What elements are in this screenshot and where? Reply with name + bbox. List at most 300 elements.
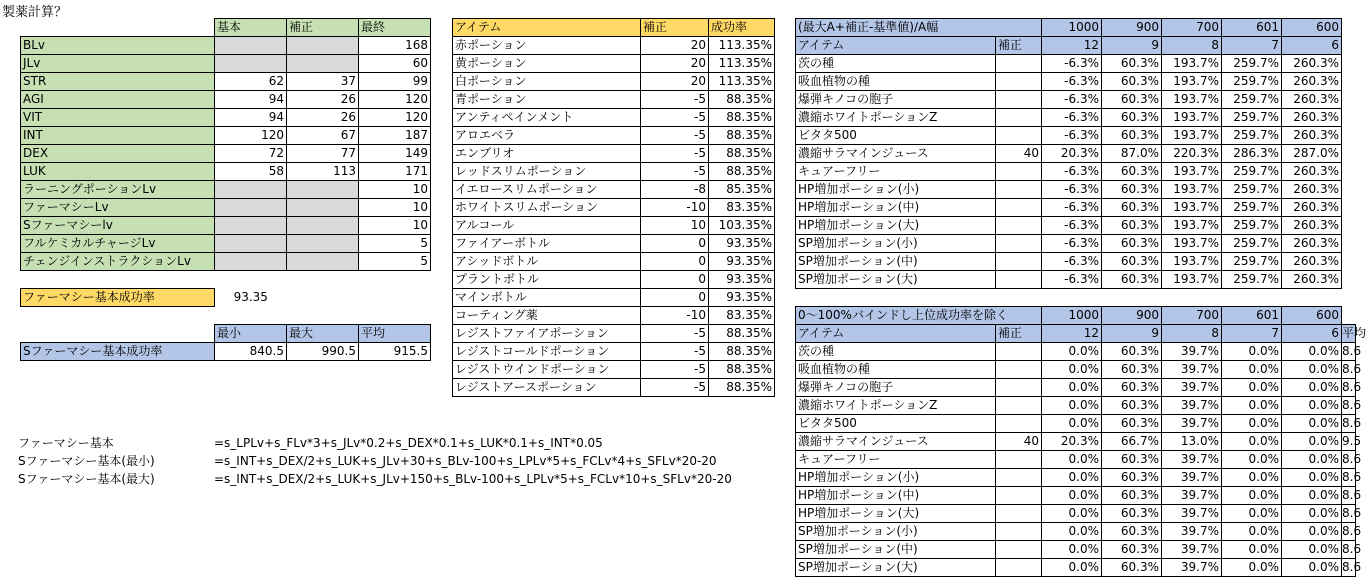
bound-value[interactable]: 0.0% — [1282, 487, 1342, 505]
ratio-value[interactable]: 193.7% — [1162, 199, 1222, 217]
item-bonus[interactable]: 0 — [641, 235, 709, 253]
bound-value[interactable]: 39.7% — [1162, 469, 1222, 487]
bound-value[interactable]: 0.0% — [1222, 397, 1282, 415]
bound-value[interactable]: 0.0% — [1222, 361, 1282, 379]
ratio-value[interactable]: 287.0% — [1282, 145, 1342, 163]
bound-value[interactable]: 0.0% — [1042, 559, 1102, 577]
formula-expression[interactable]: =s_INT+s_DEX/2+s_LUK+s_JLv+30+s_BLv-100+s_LPLv*5+s_FCLv*4+s_SFLv*20-20 — [214, 454, 717, 468]
ratio-value[interactable]: 259.7% — [1222, 235, 1282, 253]
ratio-value[interactable]: -6.3% — [1042, 163, 1102, 181]
ratio-item-name[interactable]: 濃縮サラマインジュース — [796, 145, 996, 163]
bound-item-name[interactable]: SP増加ポーション(小) — [796, 523, 996, 541]
item-rate[interactable]: 88.35% — [709, 379, 775, 397]
ratio-value[interactable]: 193.7% — [1162, 91, 1222, 109]
ratio-item-name[interactable]: SP増加ポーション(中) — [796, 253, 996, 271]
stat-bonus[interactable] — [287, 181, 359, 199]
bound-value[interactable]: 66.7% — [1102, 433, 1162, 451]
stat-final[interactable]: 5 — [359, 253, 431, 271]
bound-average[interactable]: 8.6 — [1342, 343, 1356, 361]
item-bonus[interactable]: -5 — [641, 379, 709, 397]
item-rate[interactable]: 93.35% — [709, 253, 775, 271]
ratio-value[interactable]: 20.3% — [1042, 145, 1102, 163]
bound-item-name[interactable]: HP増加ポーション(小) — [796, 469, 996, 487]
item-bonus[interactable]: -5 — [641, 145, 709, 163]
stat-base[interactable] — [215, 181, 287, 199]
bound-value[interactable]: 0.0% — [1042, 487, 1102, 505]
bound-value[interactable]: 39.7% — [1162, 505, 1222, 523]
stat-final[interactable]: 10 — [359, 217, 431, 235]
item-name[interactable]: イエロースリムポーション — [453, 181, 641, 199]
bound-value[interactable]: 60.3% — [1102, 559, 1162, 577]
item-bonus[interactable]: -5 — [641, 361, 709, 379]
bound-average[interactable]: 8.6 — [1342, 361, 1356, 379]
bound-value[interactable]: 0.0% — [1222, 541, 1282, 559]
item-name[interactable]: レジストアースポーション — [453, 379, 641, 397]
ratio-item-name[interactable]: 吸血植物の種 — [796, 73, 996, 91]
stat-bonus[interactable] — [287, 235, 359, 253]
bound-value[interactable]: 0.0% — [1282, 469, 1342, 487]
bound-item-name[interactable]: 吸血植物の種 — [796, 361, 996, 379]
stat-final[interactable]: 149 — [359, 145, 431, 163]
ratio-item-bonus[interactable] — [996, 217, 1042, 235]
stat-bonus[interactable]: 113 — [287, 163, 359, 181]
item-bonus[interactable]: -5 — [641, 343, 709, 361]
ratio-value[interactable]: 260.3% — [1282, 199, 1342, 217]
bound-value[interactable]: 0.0% — [1282, 433, 1342, 451]
item-rate[interactable]: 103.35% — [709, 217, 775, 235]
item-rate[interactable]: 93.35% — [709, 235, 775, 253]
item-bonus[interactable]: -5 — [641, 127, 709, 145]
stat-final[interactable]: 5 — [359, 235, 431, 253]
ratio-value[interactable]: 193.7% — [1162, 235, 1222, 253]
ratio-value[interactable]: 193.7% — [1162, 55, 1222, 73]
bound-item-bonus[interactable] — [996, 469, 1042, 487]
ratio-item-bonus[interactable] — [996, 55, 1042, 73]
ratio-value[interactable]: 260.3% — [1282, 127, 1342, 145]
bound-value[interactable]: 60.3% — [1102, 487, 1162, 505]
item-bonus[interactable]: -10 — [641, 199, 709, 217]
bound-value[interactable]: 39.7% — [1162, 343, 1222, 361]
ratio-value[interactable]: 193.7% — [1162, 127, 1222, 145]
ratio-item-bonus[interactable] — [996, 109, 1042, 127]
ratio-value[interactable]: 259.7% — [1222, 217, 1282, 235]
bound-value[interactable]: 0.0% — [1282, 379, 1342, 397]
bound-value[interactable]: 0.0% — [1282, 523, 1342, 541]
stat-base[interactable]: 120 — [215, 127, 287, 145]
ratio-value[interactable]: 260.3% — [1282, 55, 1342, 73]
ratio-item-name[interactable]: HP増加ポーション(中) — [796, 199, 996, 217]
item-name[interactable]: ホワイトスリムポーション — [453, 199, 641, 217]
item-rate[interactable]: 88.35% — [709, 91, 775, 109]
ratio-value[interactable]: -6.3% — [1042, 235, 1102, 253]
bound-average[interactable]: 8.6 — [1342, 451, 1356, 469]
item-name[interactable]: 赤ポーション — [453, 37, 641, 55]
ratio-value[interactable]: 260.3% — [1282, 163, 1342, 181]
bound-average[interactable]: 8.6 — [1342, 505, 1356, 523]
stat-bonus[interactable] — [287, 37, 359, 55]
item-rate[interactable]: 113.35% — [709, 55, 775, 73]
ratio-value[interactable]: 60.3% — [1102, 127, 1162, 145]
item-bonus[interactable]: -8 — [641, 181, 709, 199]
stat-final[interactable]: 168 — [359, 37, 431, 55]
item-rate[interactable]: 88.35% — [709, 145, 775, 163]
item-name[interactable]: アンティペインメント — [453, 109, 641, 127]
pharmacy-base-value[interactable]: 93.35 — [233, 290, 268, 304]
ratio-item-name[interactable]: 爆弾キノコの胞子 — [796, 91, 996, 109]
stat-bonus[interactable] — [287, 253, 359, 271]
bound-value[interactable]: 0.0% — [1042, 361, 1102, 379]
item-bonus[interactable]: 20 — [641, 37, 709, 55]
ratio-value[interactable]: 60.3% — [1102, 271, 1162, 289]
item-name[interactable]: コーティング薬 — [453, 307, 641, 325]
bound-value[interactable]: 0.0% — [1282, 415, 1342, 433]
bound-value[interactable]: 0.0% — [1282, 397, 1342, 415]
ratio-value[interactable]: 260.3% — [1282, 217, 1342, 235]
ratio-item-bonus[interactable] — [996, 127, 1042, 145]
ratio-value[interactable]: -6.3% — [1042, 127, 1102, 145]
bound-value[interactable]: 39.7% — [1162, 451, 1222, 469]
item-rate[interactable]: 85.35% — [709, 181, 775, 199]
ratio-value[interactable]: 259.7% — [1222, 73, 1282, 91]
ratio-value[interactable]: -6.3% — [1042, 91, 1102, 109]
bound-value[interactable]: 39.7% — [1162, 559, 1222, 577]
ratio-item-name[interactable]: HP増加ポーション(小) — [796, 181, 996, 199]
ratio-value[interactable]: 259.7% — [1222, 181, 1282, 199]
bound-average[interactable]: 8.6 — [1342, 523, 1356, 541]
stat-bonus[interactable] — [287, 55, 359, 73]
item-bonus[interactable]: -5 — [641, 163, 709, 181]
spharmacy-avg[interactable]: 915.5 — [359, 343, 431, 361]
stat-bonus[interactable] — [287, 217, 359, 235]
bound-value[interactable]: 0.0% — [1222, 415, 1282, 433]
ratio-value[interactable]: -6.3% — [1042, 181, 1102, 199]
stat-final[interactable]: 187 — [359, 127, 431, 145]
ratio-value[interactable]: 259.7% — [1222, 55, 1282, 73]
bound-value[interactable]: 39.7% — [1162, 415, 1222, 433]
bound-item-bonus[interactable] — [996, 541, 1042, 559]
bound-value[interactable]: 60.3% — [1102, 505, 1162, 523]
ratio-value[interactable]: 259.7% — [1222, 163, 1282, 181]
item-rate[interactable]: 113.35% — [709, 37, 775, 55]
bound-item-name[interactable]: HP増加ポーション(中) — [796, 487, 996, 505]
ratio-value[interactable]: 259.7% — [1222, 271, 1282, 289]
stat-final[interactable]: 120 — [359, 91, 431, 109]
bound-item-name[interactable]: SP増加ポーション(大) — [796, 559, 996, 577]
bound-item-name[interactable]: 爆弾キノコの胞子 — [796, 379, 996, 397]
ratio-item-name[interactable]: 濃縮ホワイトポーションZ — [796, 109, 996, 127]
ratio-value[interactable]: -6.3% — [1042, 271, 1102, 289]
ratio-value[interactable]: 193.7% — [1162, 181, 1222, 199]
item-bonus[interactable]: 20 — [641, 73, 709, 91]
item-bonus[interactable]: -5 — [641, 109, 709, 127]
bound-value[interactable]: 60.3% — [1102, 397, 1162, 415]
ratio-value[interactable]: 193.7% — [1162, 253, 1222, 271]
ratio-value[interactable]: 260.3% — [1282, 253, 1342, 271]
stat-final[interactable]: 10 — [359, 181, 431, 199]
bound-value[interactable]: 60.3% — [1102, 361, 1162, 379]
stat-bonus[interactable]: 26 — [287, 109, 359, 127]
item-name[interactable]: アルコール — [453, 217, 641, 235]
stat-final[interactable]: 99 — [359, 73, 431, 91]
bound-item-bonus[interactable] — [996, 379, 1042, 397]
stat-base[interactable]: 58 — [215, 163, 287, 181]
stat-base[interactable] — [215, 37, 287, 55]
ratio-value[interactable]: 60.3% — [1102, 163, 1162, 181]
ratio-value[interactable]: 193.7% — [1162, 217, 1222, 235]
bound-value[interactable]: 0.0% — [1042, 397, 1102, 415]
ratio-value[interactable]: 259.7% — [1222, 253, 1282, 271]
bound-value[interactable]: 60.3% — [1102, 415, 1162, 433]
bound-average[interactable]: 8.6 — [1342, 487, 1356, 505]
ratio-value[interactable]: 60.3% — [1102, 109, 1162, 127]
bound-value[interactable]: 0.0% — [1042, 415, 1102, 433]
ratio-value[interactable]: -6.3% — [1042, 109, 1102, 127]
item-name[interactable]: レジストウインドポーション — [453, 361, 641, 379]
item-bonus[interactable]: 10 — [641, 217, 709, 235]
bound-average[interactable]: 8.6 — [1342, 541, 1356, 559]
stat-final[interactable]: 120 — [359, 109, 431, 127]
bound-item-name[interactable]: ビタタ500 — [796, 415, 996, 433]
bound-value[interactable]: 39.7% — [1162, 487, 1222, 505]
bound-value[interactable]: 60.3% — [1102, 523, 1162, 541]
item-rate[interactable]: 88.35% — [709, 325, 775, 343]
item-bonus[interactable]: 20 — [641, 55, 709, 73]
bound-value[interactable]: 60.3% — [1102, 451, 1162, 469]
bound-value[interactable]: 0.0% — [1222, 559, 1282, 577]
bound-value[interactable]: 0.0% — [1042, 541, 1102, 559]
stat-base[interactable] — [215, 55, 287, 73]
ratio-value[interactable]: 259.7% — [1222, 109, 1282, 127]
item-name[interactable]: プラントボトル — [453, 271, 641, 289]
ratio-value[interactable]: 260.3% — [1282, 109, 1342, 127]
item-bonus[interactable]: 0 — [641, 289, 709, 307]
ratio-value[interactable]: 60.3% — [1102, 235, 1162, 253]
ratio-item-name[interactable]: ビタタ500 — [796, 127, 996, 145]
ratio-item-bonus[interactable] — [996, 235, 1042, 253]
stat-bonus[interactable]: 77 — [287, 145, 359, 163]
ratio-value[interactable]: 193.7% — [1162, 271, 1222, 289]
bound-value[interactable]: 0.0% — [1222, 505, 1282, 523]
ratio-item-bonus[interactable]: 40 — [996, 145, 1042, 163]
ratio-value[interactable]: 260.3% — [1282, 73, 1342, 91]
item-bonus[interactable]: -10 — [641, 307, 709, 325]
ratio-item-bonus[interactable] — [996, 181, 1042, 199]
ratio-value[interactable]: 260.3% — [1282, 91, 1342, 109]
ratio-value[interactable]: 60.3% — [1102, 181, 1162, 199]
bound-item-bonus[interactable] — [996, 361, 1042, 379]
bound-average[interactable]: 8.6 — [1342, 397, 1356, 415]
item-name[interactable]: レジストファイアポーション — [453, 325, 641, 343]
ratio-value[interactable]: -6.3% — [1042, 199, 1102, 217]
ratio-value[interactable]: -6.3% — [1042, 73, 1102, 91]
bound-value[interactable]: 39.7% — [1162, 379, 1222, 397]
ratio-item-name[interactable]: HP増加ポーション(大) — [796, 217, 996, 235]
ratio-value[interactable]: -6.3% — [1042, 55, 1102, 73]
bound-value[interactable]: 60.3% — [1102, 469, 1162, 487]
bound-value[interactable]: 39.7% — [1162, 541, 1222, 559]
bound-value[interactable]: 0.0% — [1222, 433, 1282, 451]
ratio-value[interactable]: 260.3% — [1282, 235, 1342, 253]
bound-value[interactable]: 0.0% — [1222, 487, 1282, 505]
item-bonus[interactable]: 0 — [641, 253, 709, 271]
bound-value[interactable]: 60.3% — [1102, 343, 1162, 361]
bound-item-bonus[interactable] — [996, 523, 1042, 541]
ratio-item-name[interactable]: SP増加ポーション(大) — [796, 271, 996, 289]
bound-value[interactable]: 0.0% — [1282, 559, 1342, 577]
ratio-value[interactable]: 193.7% — [1162, 109, 1222, 127]
bound-value[interactable]: 0.0% — [1042, 343, 1102, 361]
bound-item-bonus[interactable] — [996, 505, 1042, 523]
bound-value[interactable]: 0.0% — [1282, 343, 1342, 361]
item-rate[interactable]: 88.35% — [709, 343, 775, 361]
ratio-value[interactable]: 60.3% — [1102, 73, 1162, 91]
item-name[interactable]: レジストコールドポーション — [453, 343, 641, 361]
item-rate[interactable]: 93.35% — [709, 271, 775, 289]
bound-item-bonus[interactable] — [996, 559, 1042, 577]
bound-value[interactable]: 0.0% — [1222, 523, 1282, 541]
item-name[interactable]: 青ポーション — [453, 91, 641, 109]
bound-value[interactable]: 0.0% — [1042, 523, 1102, 541]
bound-item-bonus[interactable] — [996, 415, 1042, 433]
ratio-value[interactable]: 193.7% — [1162, 73, 1222, 91]
item-rate[interactable]: 88.35% — [709, 127, 775, 145]
ratio-value[interactable]: -6.3% — [1042, 253, 1102, 271]
formula-expression[interactable]: =s_INT+s_DEX/2+s_LUK+s_JLv+150+s_BLv-100+s_LPLv*5+s_FCLv*10+s_SFLv*20-20 — [214, 472, 732, 486]
bound-value[interactable]: 0.0% — [1222, 469, 1282, 487]
stat-bonus[interactable] — [287, 199, 359, 217]
ratio-item-name[interactable]: SP増加ポーション(小) — [796, 235, 996, 253]
ratio-value[interactable]: 259.7% — [1222, 91, 1282, 109]
ratio-item-bonus[interactable] — [996, 163, 1042, 181]
ratio-item-name[interactable]: 茨の種 — [796, 55, 996, 73]
ratio-value[interactable]: 259.7% — [1222, 199, 1282, 217]
bound-item-bonus[interactable] — [996, 451, 1042, 469]
item-name[interactable]: 黄ポーション — [453, 55, 641, 73]
bound-value[interactable]: 0.0% — [1042, 451, 1102, 469]
ratio-value[interactable]: 260.3% — [1282, 271, 1342, 289]
bound-value[interactable]: 20.3% — [1042, 433, 1102, 451]
bound-average[interactable]: 9.5 — [1342, 433, 1356, 451]
item-rate[interactable]: 83.35% — [709, 307, 775, 325]
ratio-value[interactable]: 60.3% — [1102, 217, 1162, 235]
bound-value[interactable]: 0.0% — [1282, 361, 1342, 379]
bound-item-name[interactable]: SP増加ポーション(中) — [796, 541, 996, 559]
ratio-item-bonus[interactable] — [996, 199, 1042, 217]
bound-value[interactable]: 60.3% — [1102, 379, 1162, 397]
ratio-item-name[interactable]: キュアーフリー — [796, 163, 996, 181]
item-rate[interactable]: 88.35% — [709, 109, 775, 127]
stat-final[interactable]: 171 — [359, 163, 431, 181]
stat-final[interactable]: 10 — [359, 199, 431, 217]
ratio-item-bonus[interactable] — [996, 271, 1042, 289]
bound-value[interactable]: 0.0% — [1042, 505, 1102, 523]
ratio-item-bonus[interactable] — [996, 253, 1042, 271]
ratio-value[interactable]: 259.7% — [1222, 127, 1282, 145]
bound-value[interactable]: 0.0% — [1282, 541, 1342, 559]
bound-item-bonus[interactable] — [996, 397, 1042, 415]
ratio-value[interactable]: 286.3% — [1222, 145, 1282, 163]
bound-value[interactable]: 0.0% — [1282, 505, 1342, 523]
stat-bonus[interactable]: 37 — [287, 73, 359, 91]
ratio-item-bonus[interactable] — [996, 91, 1042, 109]
bound-item-name[interactable]: 茨の種 — [796, 343, 996, 361]
item-rate[interactable]: 88.35% — [709, 163, 775, 181]
bound-value[interactable]: 13.0% — [1162, 433, 1222, 451]
bound-item-bonus[interactable] — [996, 487, 1042, 505]
item-name[interactable]: レッドスリムポーション — [453, 163, 641, 181]
bound-value[interactable]: 0.0% — [1042, 379, 1102, 397]
stat-final[interactable]: 60 — [359, 55, 431, 73]
stat-base[interactable] — [215, 199, 287, 217]
formula-expression[interactable]: =s_LPLv+s_FLv*3+s_JLv*0.2+s_DEX*0.1+s_LUK*0.1+s_INT*0.05 — [214, 436, 603, 450]
bound-value[interactable]: 39.7% — [1162, 361, 1222, 379]
bound-value[interactable]: 0.0% — [1222, 343, 1282, 361]
ratio-value[interactable]: 193.7% — [1162, 163, 1222, 181]
item-rate[interactable]: 113.35% — [709, 73, 775, 91]
bound-item-bonus[interactable]: 40 — [996, 433, 1042, 451]
bound-value[interactable]: 0.0% — [1222, 379, 1282, 397]
bound-item-name[interactable]: キュアーフリー — [796, 451, 996, 469]
stat-bonus[interactable]: 67 — [287, 127, 359, 145]
ratio-value[interactable]: 87.0% — [1102, 145, 1162, 163]
item-bonus[interactable]: -5 — [641, 91, 709, 109]
stat-bonus[interactable]: 26 — [287, 91, 359, 109]
item-rate[interactable]: 93.35% — [709, 289, 775, 307]
item-name[interactable]: エンブリオ — [453, 145, 641, 163]
bound-average[interactable]: 8.6 — [1342, 559, 1356, 577]
item-name[interactable]: ファイアーボトル — [453, 235, 641, 253]
item-bonus[interactable]: -5 — [641, 325, 709, 343]
ratio-value[interactable]: 60.3% — [1102, 91, 1162, 109]
ratio-value[interactable]: 60.3% — [1102, 55, 1162, 73]
ratio-value[interactable]: -6.3% — [1042, 217, 1102, 235]
stat-base[interactable] — [215, 235, 287, 253]
bound-value[interactable]: 0.0% — [1282, 451, 1342, 469]
bound-average[interactable]: 8.6 — [1342, 469, 1356, 487]
ratio-value[interactable]: 60.3% — [1102, 199, 1162, 217]
item-bonus[interactable]: 0 — [641, 271, 709, 289]
stat-base[interactable]: 72 — [215, 145, 287, 163]
stat-base[interactable]: 62 — [215, 73, 287, 91]
item-name[interactable]: アシッドボトル — [453, 253, 641, 271]
bound-value[interactable]: 39.7% — [1162, 397, 1222, 415]
ratio-value[interactable]: 60.3% — [1102, 253, 1162, 271]
bound-value[interactable]: 60.3% — [1102, 541, 1162, 559]
bound-average[interactable]: 8.6 — [1342, 379, 1356, 397]
bound-item-name[interactable]: HP増加ポーション(大) — [796, 505, 996, 523]
ratio-value[interactable]: 220.3% — [1162, 145, 1222, 163]
item-rate[interactable]: 83.35% — [709, 199, 775, 217]
stat-base[interactable]: 94 — [215, 109, 287, 127]
bound-value[interactable]: 0.0% — [1222, 451, 1282, 469]
bound-value[interactable]: 39.7% — [1162, 523, 1222, 541]
bound-item-name[interactable]: 濃縮ホワイトポーションZ — [796, 397, 996, 415]
item-name[interactable]: アロエベラ — [453, 127, 641, 145]
item-rate[interactable]: 88.35% — [709, 361, 775, 379]
ratio-item-bonus[interactable] — [996, 73, 1042, 91]
bound-average[interactable]: 8.6 — [1342, 415, 1356, 433]
ratio-value[interactable]: 260.3% — [1282, 181, 1342, 199]
bound-value[interactable]: 0.0% — [1042, 469, 1102, 487]
item-name[interactable]: マインボトル — [453, 289, 641, 307]
stat-base[interactable] — [215, 253, 287, 271]
bound-item-name[interactable]: 濃縮サラマインジュース — [796, 433, 996, 451]
spharmacy-max[interactable]: 990.5 — [287, 343, 359, 361]
stat-base[interactable]: 94 — [215, 91, 287, 109]
stat-base[interactable] — [215, 217, 287, 235]
item-name[interactable]: 白ポーション — [453, 73, 641, 91]
spharmacy-min[interactable]: 840.5 — [215, 343, 287, 361]
